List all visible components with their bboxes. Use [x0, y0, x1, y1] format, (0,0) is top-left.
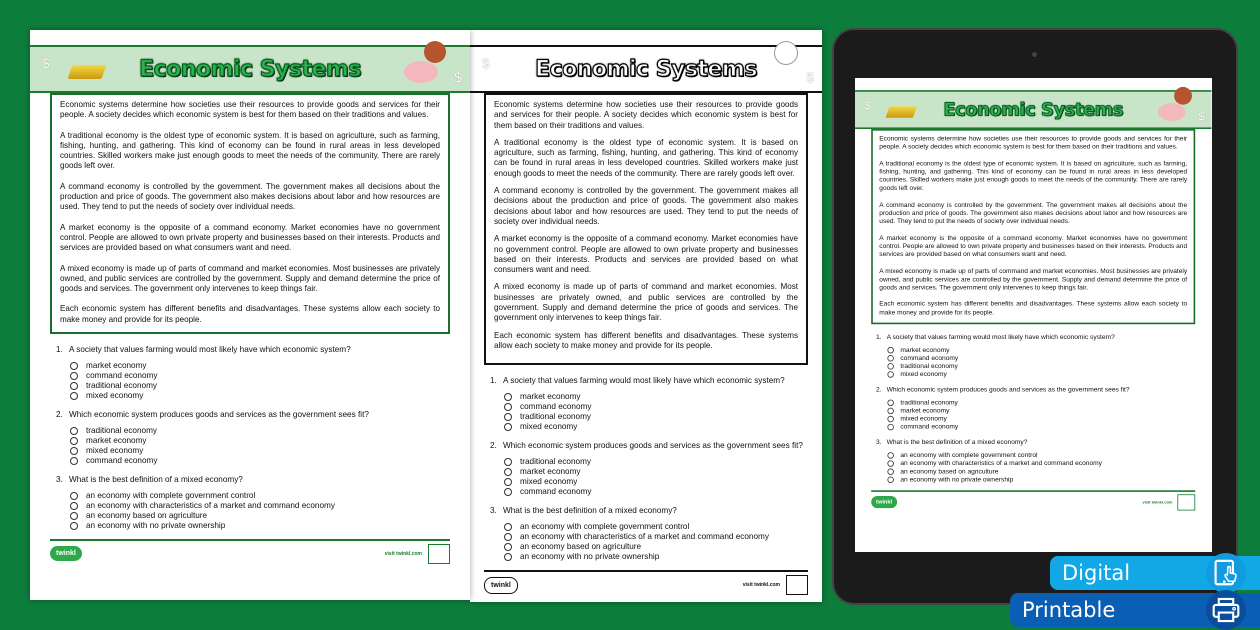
question-text: What is the best definition of a mixed economy? [69, 475, 243, 485]
question-text: A society that values farming would most likely have which economic system? [503, 376, 785, 386]
option-label: market economy [900, 406, 950, 415]
worksheet-content [484, 93, 808, 602]
answer-option[interactable] [887, 423, 1195, 431]
option-label: mixed economy [900, 414, 947, 423]
radio-circle-icon[interactable] [504, 533, 512, 541]
radio-circle-icon[interactable] [70, 447, 78, 455]
option-label: mixed economy [86, 446, 144, 456]
option-label: traditional economy [86, 381, 157, 391]
answer-option[interactable] [887, 370, 1195, 378]
question-number: 2. [490, 441, 497, 451]
twinkl-logo: twinkl [50, 546, 82, 561]
question-text: Which economic system produces goods and services as the government sees fit? [886, 385, 1130, 394]
paragraph: A mixed economy is made up of parts of command and market economies. Most businesses are privately owned, and public services are controlled by the government. Supply and demand determine the price of goods and services. The government only intervenes to keep things fair. [60, 263, 440, 294]
quality-stamp-icon [1177, 494, 1195, 510]
dollar-icon: $ [806, 69, 814, 85]
answer-option[interactable] [70, 381, 450, 391]
radio-circle-icon[interactable] [70, 427, 78, 435]
reading-passage [871, 129, 1195, 324]
radio-circle-icon[interactable] [70, 382, 78, 390]
paragraph: A traditional economy is the oldest type of economic system. It is based on agriculture, such as farming, fishing, hunting, and gathering. This kind of economy can be found in rural areas in less developed countries. Skilled workers make just enough goods to meet the needs of the community. There are rarely goods left over. [494, 137, 798, 178]
paragraph: A market economy is the opposite of a command economy. Market economies have no government control. People are allowed to own private property and businesses based on their interests. Products and services are provided based on what consumers want and need. [60, 222, 440, 253]
paragraph: Each economic system has different benefits and disadvantages. These systems allow each society to make money and provide for its people. [494, 330, 798, 350]
worksheet-title: Economic Systems [139, 56, 361, 82]
option-label: an economy with complete government control [520, 522, 690, 532]
answer-option[interactable] [504, 552, 808, 562]
answer-option[interactable] [504, 457, 808, 467]
printable-badge [1010, 593, 1260, 627]
radio-circle-icon[interactable] [70, 372, 78, 380]
option-label: an economy with characteristics of a market and command economy [520, 532, 769, 542]
paragraph: A mixed economy is made up of parts of command and market economies. Most businesses are privately owned, and public services are controlled by the government. Supply and demand determine the price of goods and services. The government only intervenes to keep things fair. [879, 267, 1188, 292]
question-3 [490, 505, 808, 562]
question-text: Which economic system produces goods and services as the government sees fit? [503, 441, 803, 451]
answer-option[interactable] [70, 521, 450, 531]
tablet-device [832, 28, 1238, 605]
paragraph: Economic systems determine how societies use their resources to provide goods and services for their people. A society decides which economic system is best for them based on their traditions and values. [494, 100, 798, 130]
answer-option[interactable] [504, 542, 808, 552]
dollar-icon: $ [864, 98, 872, 112]
dollar-icon: $ [482, 55, 490, 71]
question-text: What is the best definition of a mixed economy? [503, 506, 677, 516]
radio-circle-icon[interactable] [887, 416, 893, 422]
radio-circle-icon[interactable] [70, 522, 78, 530]
digital-badge [1050, 556, 1260, 590]
worksheet-black-white [470, 30, 822, 602]
radio-circle-icon[interactable] [504, 458, 512, 466]
tablet-touch-icon [1206, 553, 1246, 593]
radio-circle-icon[interactable] [70, 392, 78, 400]
piggy-bank-icon [1158, 103, 1186, 121]
question-number: 3. [876, 438, 882, 446]
question-1 [876, 332, 1195, 378]
footer [50, 539, 450, 565]
option-label: an economy with complete government control [900, 451, 1038, 459]
paragraph: A command economy is controlled by the government. The government makes all decisions about the production and price of goods. The government also makes decisions about labor and how resources are used. They tend to put the needs of society over individual needs. [879, 200, 1188, 225]
radio-circle-icon[interactable] [70, 362, 78, 370]
worksheet-content [871, 129, 1195, 516]
answer-option[interactable] [887, 354, 1195, 362]
radio-circle-icon[interactable] [70, 512, 78, 520]
question-number: 2. [56, 410, 63, 420]
answer-option[interactable] [70, 491, 450, 501]
footer [484, 570, 808, 596]
gold-bars-icon [885, 106, 917, 117]
option-label: traditional economy [520, 412, 591, 422]
radio-circle-icon[interactable] [504, 543, 512, 551]
footer-url: visit twinkl.com [742, 582, 780, 589]
reading-passage [484, 93, 808, 365]
paragraph: A market economy is the opposite of a command economy. Market economies have no government control. People are allowed to own private property and businesses based on their interests. Products and services are provided based on what consumers want and need. [494, 234, 798, 275]
question-number: 3. [490, 506, 497, 516]
questions [876, 332, 1195, 483]
option-label: traditional economy [86, 426, 157, 436]
radio-circle-icon[interactable] [70, 502, 78, 510]
answer-option[interactable] [70, 501, 450, 511]
option-label: command economy [520, 487, 592, 497]
answer-option[interactable] [70, 391, 450, 401]
option-label: an economy based on agriculture [520, 542, 642, 552]
radio-circle-icon[interactable] [70, 437, 78, 445]
radio-circle-icon[interactable] [70, 457, 78, 465]
option-label: an economy with characteristics of a market and command economy [86, 501, 335, 511]
answer-option[interactable] [504, 392, 808, 402]
option-label: command economy [900, 354, 959, 362]
gold-bars-icon [67, 65, 106, 79]
twinkl-logo: twinkl [871, 496, 897, 508]
question-2 [876, 385, 1195, 431]
answer-option[interactable] [70, 446, 450, 456]
answer-option[interactable] [70, 436, 450, 446]
answer-option[interactable] [70, 361, 450, 371]
radio-circle-icon[interactable] [504, 488, 512, 496]
question-number: 2. [876, 385, 882, 394]
option-label: market economy [86, 436, 147, 446]
option-label: market economy [86, 361, 147, 371]
radio-circle-icon[interactable] [887, 347, 893, 353]
answer-option[interactable] [887, 362, 1195, 370]
option-label: traditional economy [520, 457, 591, 467]
option-label: command economy [520, 402, 592, 412]
question-number: 1. [490, 376, 497, 386]
answer-option[interactable] [887, 451, 1195, 459]
question-text: A society that values farming would most likely have which economic system? [69, 345, 351, 355]
worksheet-title: Economic Systems [943, 99, 1124, 120]
worksheet-digital [855, 78, 1211, 540]
question-3 [56, 474, 450, 531]
dollar-icon: $ [1198, 109, 1205, 123]
quality-stamp-icon [428, 544, 450, 564]
reading-passage [50, 93, 450, 334]
option-label: traditional economy [900, 362, 958, 370]
camera-icon [1032, 52, 1037, 57]
title-banner [30, 45, 470, 93]
option-label: an economy with complete government control [86, 491, 256, 501]
radio-circle-icon[interactable] [504, 523, 512, 531]
worksheet-title: Economic Systems [535, 56, 757, 82]
radio-circle-icon[interactable] [504, 553, 512, 561]
paragraph: A command economy is controlled by the government. The government makes all decisions about the production and price of goods. The government also makes decisions about labor and how resources are used. They tend to put the needs of society over individual needs. [494, 186, 798, 226]
answer-option[interactable] [504, 532, 808, 542]
radio-circle-icon[interactable] [887, 371, 893, 377]
option-label: command economy [900, 423, 959, 431]
digital-label: Digital [1062, 561, 1131, 585]
radio-circle-icon[interactable] [887, 452, 893, 458]
penny-icon [424, 41, 446, 63]
radio-circle-icon[interactable] [887, 477, 893, 483]
twinkl-logo: twinkl [484, 577, 518, 594]
question-1 [490, 375, 808, 432]
quality-stamp-icon [786, 575, 808, 595]
radio-circle-icon[interactable] [504, 468, 512, 476]
piggy-bank-icon [404, 61, 438, 83]
paragraph: A traditional economy is the oldest type of economic system. It is based on agriculture, such as farming, fishing, hunting, and gathering. This kind of economy can be found in rural areas in less developed countries. Skilled workers make just enough goods to meet the needs of the community. There are rarely goods left over. [60, 130, 440, 171]
question-2 [490, 440, 808, 497]
penny-icon [774, 41, 798, 65]
radio-circle-icon[interactable] [887, 460, 893, 466]
radio-circle-icon[interactable] [504, 393, 512, 401]
radio-circle-icon[interactable] [504, 403, 512, 411]
footer [871, 490, 1195, 511]
option-label: market economy [520, 467, 581, 477]
radio-circle-icon[interactable] [887, 355, 893, 361]
paragraph: Economic systems determine how societies use their resources to provide goods and services for their people. A society decides which economic system is best for them based on their traditions and values. [60, 100, 440, 120]
paragraph: A mixed economy is made up of parts of command and market economies. Most businesses are privately owned, and public services are controlled by the government. Supply and demand determine the price of goods and services. The government only intervenes to keep things fair. [494, 282, 798, 323]
question-1 [56, 344, 450, 401]
option-label: an economy with no private ownership [520, 552, 660, 562]
answer-option[interactable] [70, 456, 450, 466]
option-label: mixed economy [520, 422, 578, 432]
footer-url: visit twinkl.com [1142, 500, 1173, 505]
questions [490, 375, 808, 562]
answer-option[interactable] [504, 522, 808, 532]
radio-circle-icon[interactable] [887, 400, 893, 406]
printer-icon [1206, 590, 1246, 630]
question-text: What is the best definition of a mixed economy? [886, 438, 1028, 446]
radio-circle-icon[interactable] [504, 478, 512, 486]
radio-circle-icon[interactable] [887, 424, 893, 430]
option-label: an economy with no private ownership [900, 475, 1014, 484]
option-label: command economy [86, 371, 158, 381]
paragraph: A command economy is controlled by the government. The government makes all decisions about the production and price of goods. The government also makes decisions about labor and how resources are used. They tend to put the needs of society over individual needs. [60, 181, 440, 212]
answer-option[interactable] [887, 346, 1195, 354]
option-label: market economy [900, 346, 950, 354]
radio-circle-icon[interactable] [70, 492, 78, 500]
option-label: mixed economy [86, 391, 144, 401]
answer-option[interactable] [504, 487, 808, 497]
question-text: Which economic system produces goods and services as the government sees fit? [69, 410, 369, 420]
option-label: an economy based on agriculture [900, 467, 999, 475]
answer-option[interactable] [70, 426, 450, 436]
option-label: market economy [520, 392, 581, 402]
printable-label: Printable [1022, 598, 1116, 622]
radio-circle-icon[interactable] [504, 423, 512, 431]
answer-option[interactable] [504, 477, 808, 487]
option-label: an economy with characteristics of a market and command economy [900, 459, 1102, 467]
answer-option[interactable] [887, 407, 1195, 415]
answer-option[interactable] [887, 399, 1195, 407]
title-banner [470, 45, 822, 93]
answer-option[interactable] [504, 422, 808, 432]
option-label: traditional economy [900, 398, 958, 407]
answer-option[interactable] [887, 468, 1195, 476]
worksheet-color [30, 30, 470, 600]
option-label: an economy with no private ownership [86, 521, 226, 531]
option-label: mixed economy [900, 370, 947, 378]
answer-option[interactable] [887, 476, 1195, 484]
tablet-screen [855, 78, 1212, 552]
question-number: 1. [876, 333, 882, 341]
paragraph: Economic systems determine how societies use their resources to provide goods and services for their people. A society decides which economic system is best for them based on their traditions and values. [879, 134, 1188, 151]
paragraph: A market economy is the opposite of a command economy. Market economies have no government control. People are allowed to own private property and businesses based on their interests. Products and services are provided based on what consumers want and need. [879, 234, 1188, 259]
question-text: A society that values farming would most likely have which economic system? [886, 333, 1115, 341]
footer-url: visit twinkl.com [384, 551, 422, 558]
questions [56, 344, 450, 531]
title-banner [855, 90, 1211, 129]
paragraph: A traditional economy is the oldest type of economic system. It is based on agriculture, such as farming, fishing, hunting, and gathering. This kind of economy can be found in rural areas in less developed countries. Skilled workers make just enough goods to meet the needs of the community. There are rarely goods left over. [879, 159, 1188, 192]
dollar-icon: $ [42, 55, 50, 71]
option-label: command economy [86, 456, 158, 466]
paragraph: Each economic system has different benefits and disadvantages. These systems allow each society to make money and provide for its people. [60, 304, 440, 324]
answer-option[interactable] [504, 402, 808, 412]
answer-option[interactable] [70, 371, 450, 381]
radio-circle-icon[interactable] [504, 413, 512, 421]
radio-circle-icon[interactable] [887, 468, 893, 474]
answer-option[interactable] [887, 460, 1195, 468]
penny-icon [1174, 87, 1192, 105]
question-2 [56, 409, 450, 466]
dollar-icon: $ [454, 69, 462, 85]
option-label: mixed economy [520, 477, 578, 487]
option-label: an economy based on agriculture [86, 511, 208, 521]
question-number: 1. [56, 345, 63, 355]
answer-option[interactable] [504, 412, 808, 422]
answer-option[interactable] [504, 467, 808, 477]
answer-option[interactable] [887, 415, 1195, 423]
question-3 [876, 438, 1195, 484]
radio-circle-icon[interactable] [887, 363, 893, 369]
radio-circle-icon[interactable] [887, 408, 893, 414]
paragraph: Each economic system has different benefits and disadvantages. These systems allow each society to make money and provide for its people. [879, 300, 1188, 316]
question-number: 3. [56, 475, 63, 485]
worksheet-content [50, 93, 450, 571]
answer-option[interactable] [70, 511, 450, 521]
